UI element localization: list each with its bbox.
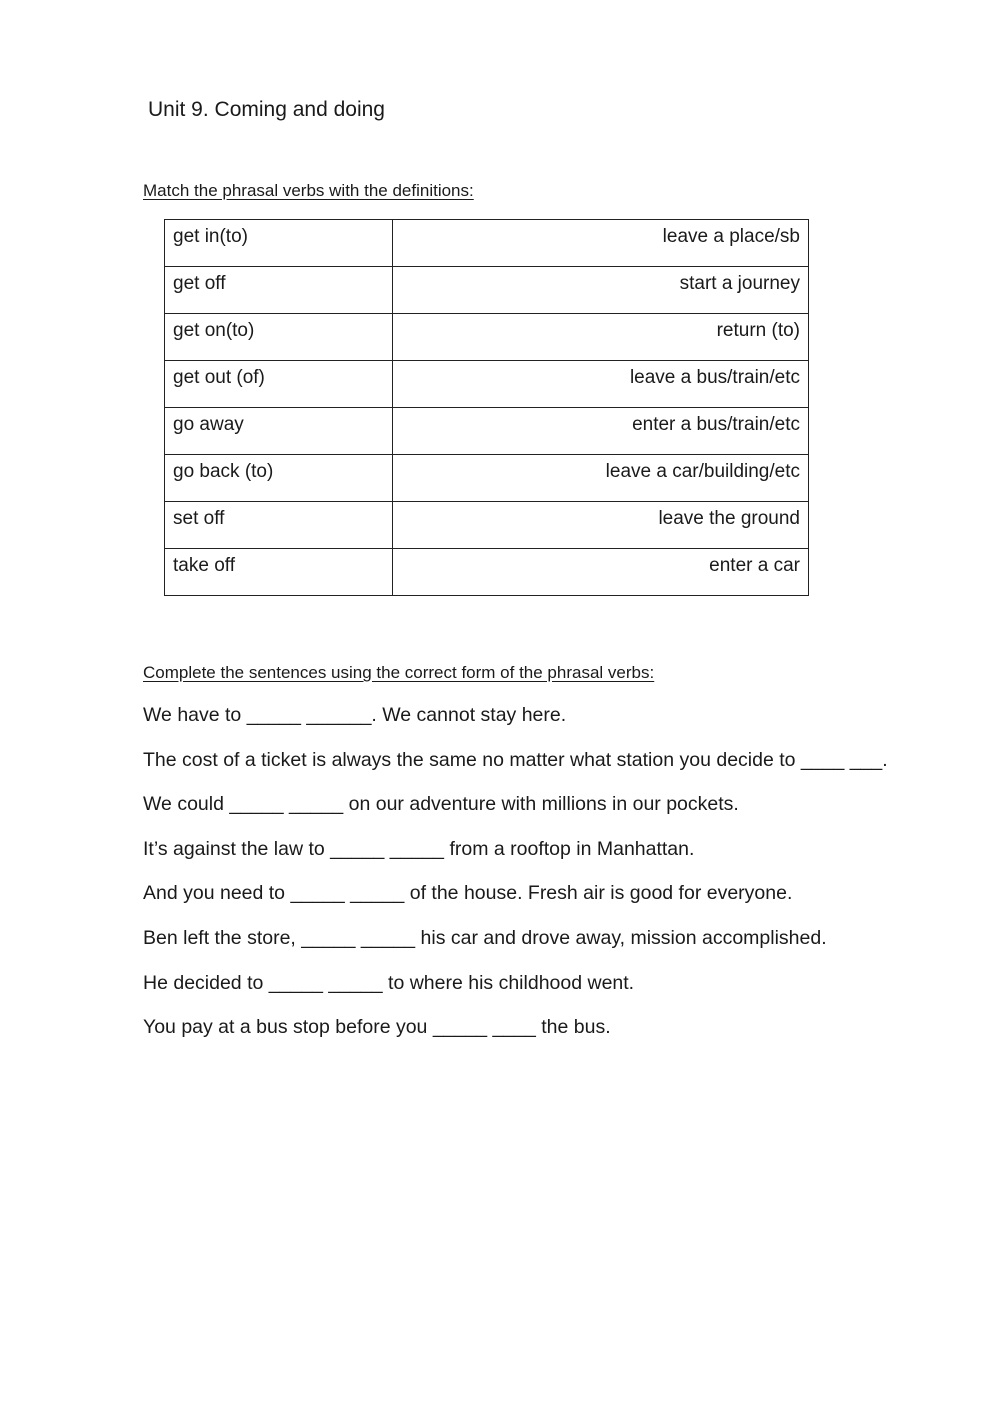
phrasal-verb-cell: take off	[165, 549, 393, 596]
table-row	[165, 408, 809, 455]
sentence-item: Ben left the store, _____ _____ his car and drove away, mission accomplished.	[143, 926, 827, 949]
definition-cell: leave a bus/train/etc	[393, 361, 809, 408]
sentence-item: It’s against the law to _____ _____ from a rooftop in Manhattan.	[143, 837, 695, 860]
sentence-item: We could _____ _____ on our adventure with millions in our pockets.	[143, 793, 739, 816]
table-row	[165, 455, 809, 502]
definition-cell: enter a car	[393, 549, 809, 596]
table-row	[165, 267, 809, 314]
table-row	[165, 502, 809, 549]
phrasal-verb-cell: get on(to)	[165, 314, 393, 361]
sentence-item: He decided to _____ _____ to where his childhood went.	[143, 971, 635, 994]
table-row	[165, 220, 809, 267]
phrasal-verb-cell: get out (of)	[165, 361, 393, 408]
page-title: Unit 9. Coming and doing	[148, 98, 385, 121]
definition-cell: leave a place/sb	[393, 220, 809, 267]
definition-cell: leave a car/building/etc	[393, 455, 809, 502]
phrasal-verb-cell: get off	[165, 267, 393, 314]
phrasal-verb-cell: go away	[165, 408, 393, 455]
complete-instruction: Complete the sentences using the correct form of the phrasal verbs:	[143, 663, 655, 682]
sentence-item: We have to _____ ______. We cannot stay here.	[143, 704, 567, 726]
definition-cell: return (to)	[393, 314, 809, 361]
definition-cell: start a journey	[393, 267, 809, 314]
phrasal-verb-cell: go back (to)	[165, 455, 393, 502]
definition-cell: enter a bus/train/etc	[393, 408, 809, 455]
table-row	[165, 361, 809, 408]
match-instruction: Match the phrasal verbs with the definitions:	[143, 181, 474, 200]
sentence-item: The cost of a ticket is always the same no matter what station you decide to ____ ___.	[143, 748, 888, 771]
sentence-list	[143, 701, 888, 1058]
sentence-item: You pay at a bus stop before you _____ ____ the bus.	[143, 1016, 611, 1039]
definition-cell: leave the ground	[393, 502, 809, 549]
sentence-item: And you need to _____ _____ of the house. Fresh air is good for everyone.	[143, 882, 793, 905]
matching-table	[164, 219, 809, 596]
table-row	[165, 314, 809, 361]
phrasal-verb-cell: set off	[165, 502, 393, 549]
table-row	[165, 549, 809, 596]
phrasal-verb-cell: get in(to)	[165, 220, 393, 267]
